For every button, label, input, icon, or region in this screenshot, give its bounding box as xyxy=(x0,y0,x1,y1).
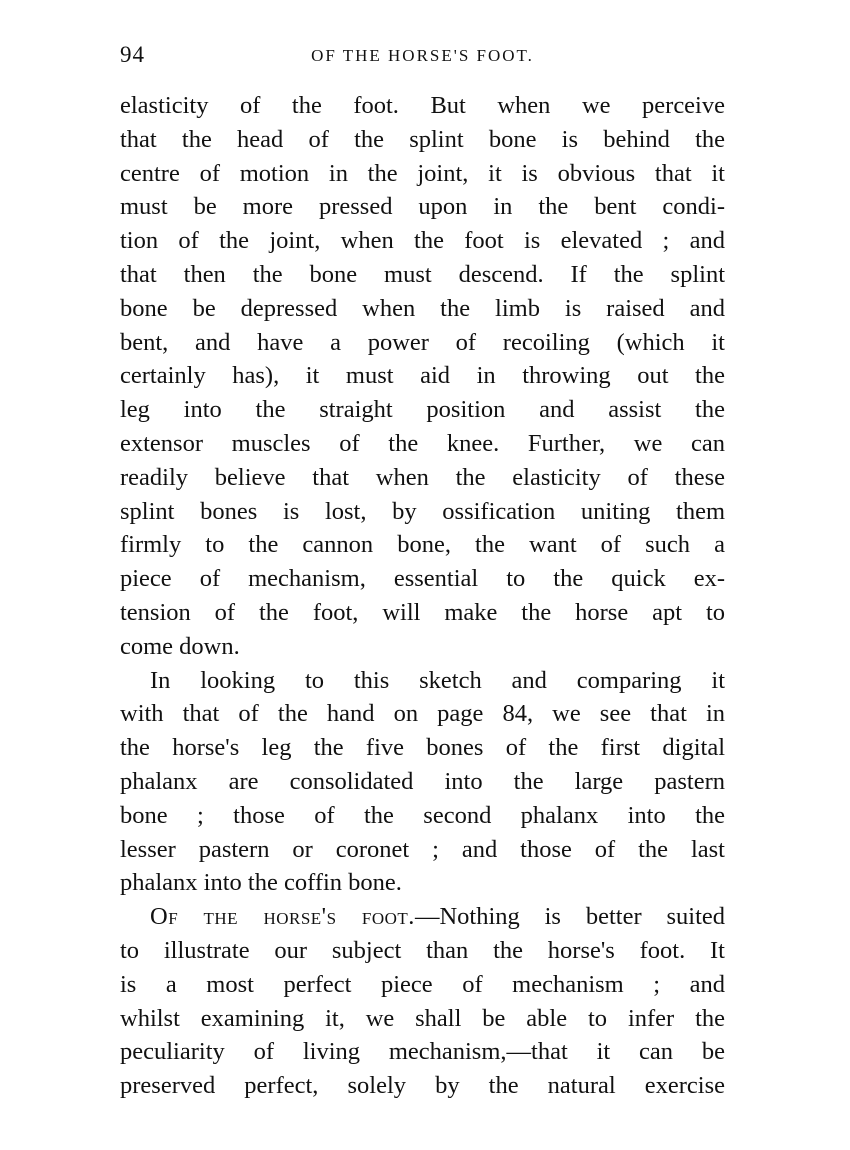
text-line: certainly has), it must aid in throwing out the xyxy=(120,362,725,390)
text-line: centre of motion in the joint, it is obvious that it xyxy=(120,159,725,187)
text-line: tion of the joint, when the foot is elevated ; and xyxy=(120,227,725,255)
text-line: peculiarity of living mechanism,—that it can be xyxy=(120,1038,725,1066)
text-line: that the head of the splint bone is behind the xyxy=(120,125,725,153)
text-line: leg into the straight position and assist the xyxy=(120,396,725,424)
text-line: must be more pressed upon in the bent condi- xyxy=(120,193,725,221)
section-heading-line xyxy=(120,900,725,934)
text-line: bone be depressed when the limb is raised and xyxy=(120,294,725,322)
text-line: bent, and have a power of recoiling (which it xyxy=(120,328,725,356)
body-text xyxy=(120,89,725,1103)
text-line: whilst examining it, we shall be able to infer the xyxy=(120,1004,725,1032)
text-line: to illustrate our subject than the horse's foot. It xyxy=(120,936,725,964)
section-heading: Of the horse's foot. xyxy=(150,903,415,931)
text-line: readily believe that when the elasticity of these xyxy=(120,463,725,491)
running-head-title: OF THE HORSE'S FOOT. xyxy=(311,46,534,65)
section-heading-continuation: —Nothing is better suited xyxy=(414,903,725,931)
text-line: that then the bone must descend. If the splint xyxy=(120,260,725,288)
paragraph-end-line: come down. xyxy=(120,632,240,660)
text-line: firmly to the cannon bone, the want of such a xyxy=(120,531,725,559)
running-head xyxy=(120,42,725,76)
text-line: phalanx are consolidated into the large pastern xyxy=(120,767,725,795)
text-line: extensor muscles of the knee. Further, we can xyxy=(120,429,725,457)
text-line: is a most perfect piece of mechanism ; and xyxy=(120,970,725,998)
text-line: bone ; those of the second phalanx into the xyxy=(120,801,725,829)
text-line: lesser pastern or coronet ; and those of the last xyxy=(120,835,725,863)
text-line: with that of the hand on page 84, we see that in xyxy=(120,700,725,728)
text-line: elasticity of the foot. But when we perceive xyxy=(120,92,725,119)
text-line: tension of the foot, will make the horse apt to xyxy=(120,598,725,626)
text-line: preserved perfect, solely by the natural exercise xyxy=(120,1072,725,1100)
paragraph-start-line: In looking to this sketch and comparing it xyxy=(150,666,725,694)
paragraph-end-line: phalanx into the coffin bone. xyxy=(120,869,402,897)
text-line: splint bones is lost, by ossification uniting them xyxy=(120,497,725,525)
text-line: the horse's leg the five bones of the first digital xyxy=(120,734,725,762)
page-number: 94 xyxy=(120,42,145,67)
text-line: piece of mechanism, essential to the quick ex- xyxy=(120,565,725,593)
